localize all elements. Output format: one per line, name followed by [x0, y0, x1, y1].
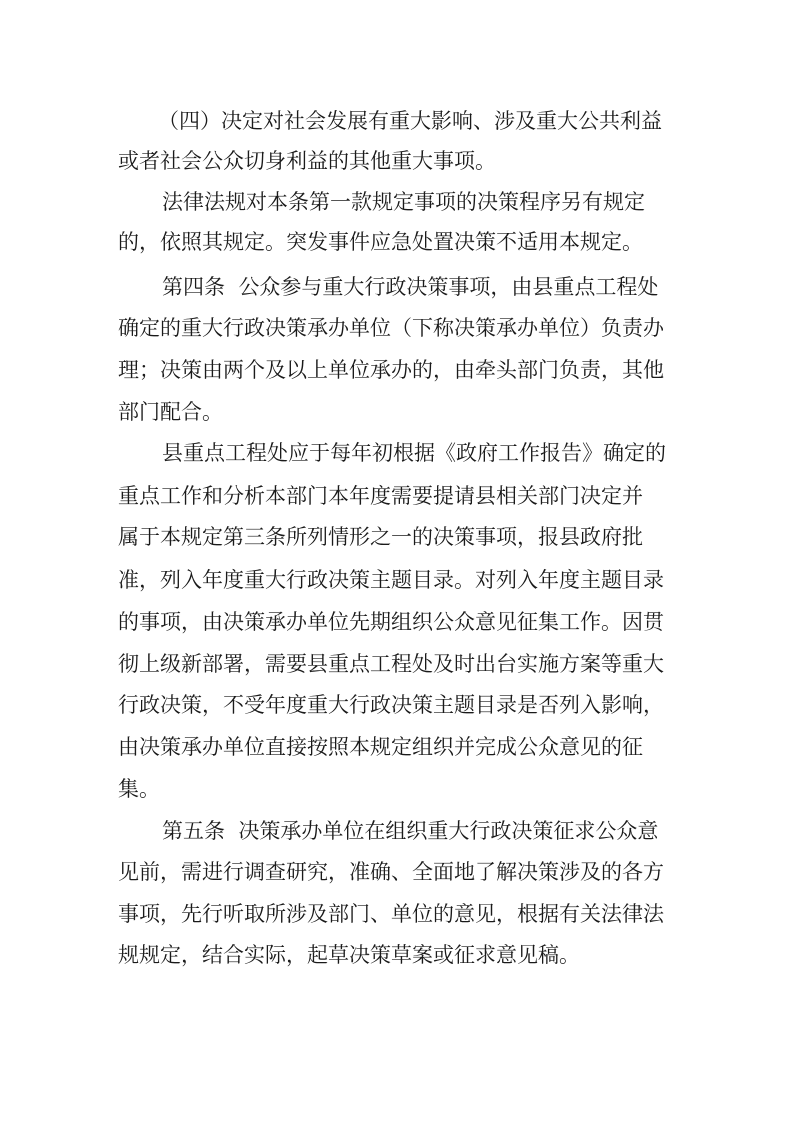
- paragraph-4-line-7: 行政决策，不受年度重大行政决策主题目录是否列入影响，: [118, 693, 664, 717]
- paragraph-4-line-6: 彻上级新部署，需要县重点工程处及时出台实施方案等重大: [118, 652, 664, 676]
- text-line: [0, 141, 793, 181]
- text-line: [0, 517, 793, 557]
- paragraph-2-line-1: 法律法规对本条第一款规定事项的决策程序另有规定: [162, 190, 645, 214]
- paragraph-1-line-1: （四）决定对社会发展有重大影响、涉及重大公共利益: [158, 109, 662, 133]
- paragraph-4-line-4: 准，列入年度重大行政决策主题目录。对列入年度主题目录: [118, 568, 664, 592]
- text-line: [0, 392, 793, 432]
- text-line: [0, 350, 793, 390]
- text-line: [0, 222, 793, 262]
- text-line: [0, 894, 793, 934]
- paragraph-3-line-1: 第四条 公众参与重大行政决策事项，由县重点工程处: [162, 275, 659, 299]
- paragraph-3-line-2: 确定的重大行政决策承办单位（下称决策承办单位）负责办: [118, 316, 664, 340]
- paragraph-3-line-3: 理；决策由两个及以上单位承办的，由牵头部门负责，其他: [118, 358, 664, 382]
- paragraph-4-line-3: 属于本规定第三条所列情形之一的决策事项，报县政府批: [118, 525, 643, 549]
- text-line: [0, 685, 793, 725]
- text-line: [0, 811, 793, 851]
- paragraph-5-line-3: 事项，先行听取所涉及部门、单位的意见，根据有关法律法: [118, 902, 664, 926]
- text-line: [0, 476, 793, 516]
- text-line: [0, 602, 793, 642]
- paragraph-4-line-2: 重点工作和分析本部门本年度需要提请县相关部门决定并: [118, 484, 643, 508]
- paragraph-4-line-5: 的事项，由决策承办单位先期组织公众意见征集工作。因贯: [118, 610, 664, 634]
- paragraph-1-line-2: 或者社会公众切身利益的其他重大事项。: [118, 149, 496, 173]
- text-line: [0, 769, 793, 809]
- text-line: [0, 935, 793, 975]
- text-line: [0, 267, 793, 307]
- paragraph-2-line-2: 的，依照其规定。突发事件应急处置决策不适用本规定。: [118, 230, 643, 254]
- paragraph-3-line-4: 部门配合。: [118, 400, 223, 424]
- paragraph-4-line-1: 县重点工程处应于每年初根据《政府工作报告》确定的: [162, 441, 666, 465]
- text-line: [0, 308, 793, 348]
- text-line: [0, 433, 793, 473]
- paragraph-4-line-9: 集。: [118, 777, 160, 801]
- paragraph-5-line-1: 第五条 决策承办单位在组织重大行政决策征求公众意: [162, 819, 659, 843]
- text-line: [0, 727, 793, 767]
- text-line: [0, 182, 793, 222]
- text-line: [0, 560, 793, 600]
- paragraph-4-line-8: 由决策承办单位直接按照本规定组织并完成公众意见的征: [118, 735, 643, 759]
- paragraph-5-line-2: 见前，需进行调查研究，准确、全面地了解决策涉及的各方: [118, 860, 664, 884]
- paragraph-5-line-4: 规规定，结合实际，起草决策草案或征求意见稿。: [118, 943, 580, 967]
- text-line: [0, 852, 793, 892]
- text-line: [0, 644, 793, 684]
- text-line: [0, 101, 793, 141]
